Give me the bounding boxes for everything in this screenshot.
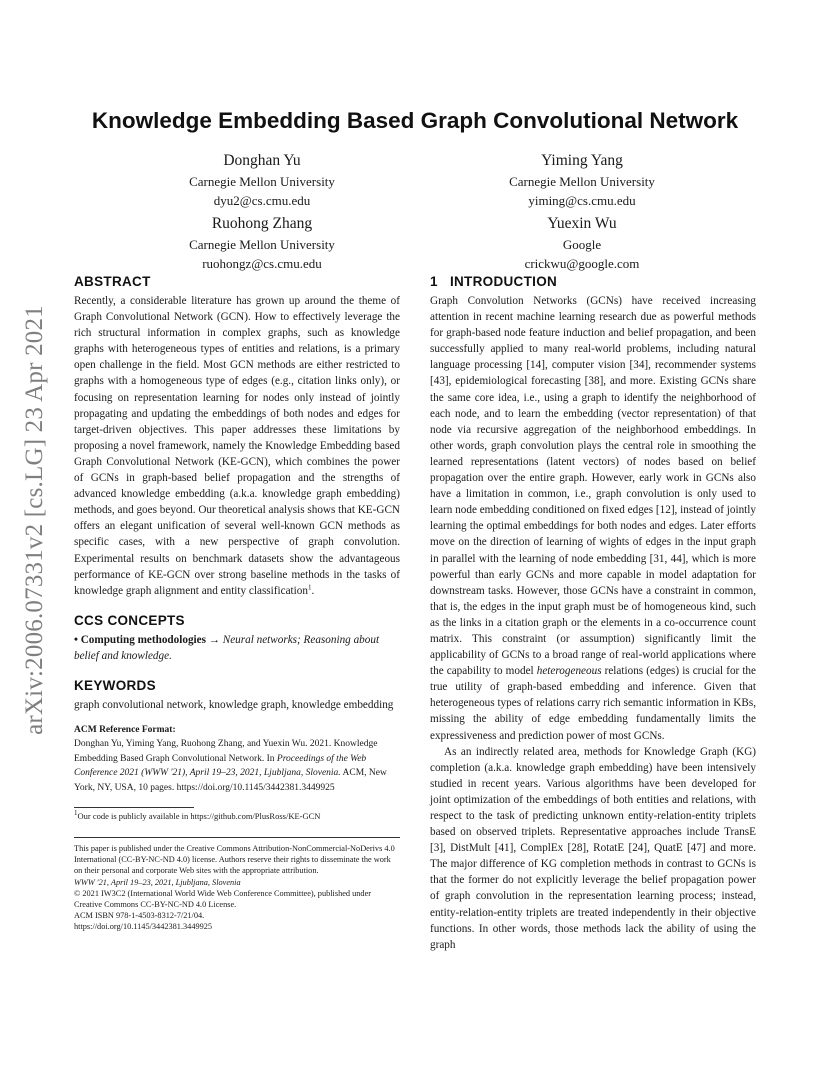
ccs-bullet: • bbox=[74, 633, 78, 646]
abstract-end: . bbox=[311, 584, 315, 597]
arxiv-id-text: arXiv:2006.07331v2 [cs.LG] 23 Apr 2021 bbox=[21, 305, 48, 735]
author-name: Ruohong Zhang bbox=[211, 215, 313, 232]
intro-p1-end: relations (edges) is crucial for the true utility of graph-based embedding and inference. Given that heterogeneous types of relations carry rich semantic information in KBs, missing the ability of edge embedding fundamentally limits the expressiveness and prediction power of most GCNs. bbox=[430, 665, 756, 742]
author-block bbox=[432, 213, 732, 273]
author-email: crickwu@google.com bbox=[524, 256, 640, 271]
ccs-items: Neural networks; Reasoning about belief and knowledge. bbox=[74, 633, 380, 662]
footnote-divider bbox=[74, 807, 194, 808]
ccs-arrow: → bbox=[208, 633, 220, 646]
author-name: Yuexin Wu bbox=[547, 215, 617, 232]
intro-p1-italic: heterogeneous bbox=[536, 665, 602, 678]
author-affiliation: Carnegie Mellon University bbox=[189, 237, 335, 252]
author-email: yiming@cs.cmu.edu bbox=[528, 193, 636, 208]
author-affiliation: Carnegie Mellon University bbox=[189, 174, 335, 189]
conference-info: WWW '21, April 19–23, 2021, Ljubljana, Slovenia bbox=[74, 877, 241, 887]
footnote bbox=[74, 810, 400, 823]
footnote-mark: 1 bbox=[307, 582, 312, 591]
license-text: This paper is published under the Creative Commons Attribution-NonCommercial-NoDerivs 4.0 International (CC-BY-NC-ND 4.0) license. Authors reserve their rights to disseminate the work on their personal and corporate Web sites with the appropriate attribution. bbox=[74, 844, 395, 876]
abstract-text bbox=[74, 293, 400, 599]
acm-reference-text bbox=[74, 737, 400, 795]
acm-reference-authors: Donghan Yu, Yiming Yang, Ruohong Zhang, and Yuexin Wu. 2021. Knowledge Embedding Based Graph Convolutional Network. In bbox=[74, 739, 378, 764]
paper-title: Knowledge Embedding Based Graph Convolutional Network bbox=[91, 108, 739, 133]
acm-reference-rest: ACM, New York, NY, USA, 10 pages. https://doi.org/10.1145/3442381.3449925 bbox=[74, 768, 387, 793]
left-column bbox=[74, 274, 400, 933]
introduction-paragraph-2: As an indirectly related area, methods for Knowledge Graph (KG) completion (a.k.a. knowledge graph embedding) have been intensively studied in recent years. Various algorithms have been developed for joint optimization of the embeddings of both entities and relations, with respect to the task of predicting unknown entity-relation-entity triplets based on observed triplets. Representative approaches include TransE [3], DistMult [41], ComplEx [28], RotatE [24], QuatE [47] and more. The major difference of KG completion methods in contrast to GCNs is that the former do not explicitly leverage the belief propagation power of graph convolution in the representation learning process; instead, entity-relation-entity triplets are treated independently in their objective functions. In other words, those methods lack the ability of using the graph bbox=[430, 745, 756, 951]
footnote-text: Our code is publicly available in https://github.com/PlusRoss/KE-GCN bbox=[77, 811, 321, 822]
introduction-heading: 1 INTRODUCTION bbox=[430, 274, 558, 289]
doi-text: https://doi.org/10.1145/3442381.3449925 bbox=[74, 922, 213, 932]
acm-reference-venue: Proceedings of the Web Conference 2021 (WWW '21), April 19–23, 2021, Ljubljana, Slovenia. bbox=[74, 753, 367, 779]
author-affiliation: Carnegie Mellon University bbox=[509, 174, 655, 189]
acm-reference-heading: ACM Reference Format: bbox=[74, 725, 176, 736]
author-block bbox=[112, 213, 412, 273]
abstract-body: Recently, a considerable literature has grown up around the theme of Graph Convolutional Network (GCN). How to effectively leverage the rich structural information in complex graphs, such as knowledge graphs with heterogeneous types of entities and relations, is a primary open challenge in the field. Most GCN methods are either restricted to graphs with a homogeneous type of edges (e.g., citation links only), or focusing on representation learning for nodes only instead of jointly propagating and updating the embeddings of both nodes and edges for target-driven objectives. This paper addresses these limitations by proposing a novel framework, namely the Knowledge Embedding based Graph Convolutional Network (KE-GCN), which combines the power of GCNs in graph-based belief propagation and the strengths of advanced knowledge embedding (a.k.a. knowledge graph embedding) methods, and goes beyond. Our theoretical analysis shows that KE-GCN offers an elegant unification of several well-known GCN methods as specific cases, with a new perspective of graph convolution. Experimental results on benchmark datasets show the advantageous performance of KE-GCN over strong baseline methods in the tasks of knowledge graph alignment and entity classification bbox=[74, 295, 400, 597]
isbn-text: ACM ISBN 978-1-4503-8312-7/21/04. bbox=[74, 911, 205, 921]
introduction-paragraph-1 bbox=[430, 293, 756, 744]
footnote-number: 1 bbox=[74, 809, 78, 818]
author-email: ruohongz@cs.cmu.edu bbox=[202, 256, 322, 271]
keywords-text: graph convolutional network, knowledge graph, knowledge embedding bbox=[74, 698, 394, 711]
copyright-text: © 2021 IW3C2 (International World Wide Web Conference Committee), published under Creative Commons CC-BY-NC-ND 4.0 License. bbox=[74, 888, 372, 910]
author-block bbox=[112, 150, 412, 210]
author-block bbox=[432, 150, 732, 210]
ccs-category: Computing methodologies bbox=[80, 633, 206, 646]
right-column bbox=[430, 274, 756, 953]
abstract-heading: ABSTRACT bbox=[74, 274, 151, 289]
intro-p1-text: Graph Convolution Networks (GCNs) have received increasing attention in recent machine learning research due as powerful methods for graph-based node feature induction and belief propagation, and been successfully applied to many real-world problems, including natural language processing [14], computer vision [34], recommender systems [43], epidemiological forecasting [38], and more. Existing GCNs share the same core idea, i.e., using a graph to identify the neighborhood of each node, and to learn the embedding (vector representation) of that node via recursive aggregation of the neighborhood embeddings. In other words, graph convolution plays the central role in smoothing the learned representations (latent vectors) of nodes based on belief propagation over the entire graph. However, early work in GCNs also have a limitation in common, i.e., graph convolution is only used to learn node embedding conditioned on fixed edges [12], instead of jointly learning the optimal embeddings for both nodes and edges. Later efforts move on the direction of learning of wights of edges in the input graph in parallel with the learning of node embedding [31, 44], which is more powerful than early GCNs and more capable in model adaptation for downstream tasks. However, those GCNs have a constraint in common, that is, the edges in the input graph must be of homogeneous kind, such as the links in a citation graph or the elements in a co-occurrence count matrix. This constraint (or assumption) significantly limit the applicability of GCNs to a broad range of real-world applications where the capability to model bbox=[430, 295, 756, 678]
keywords-heading: KEYWORDS bbox=[74, 677, 156, 693]
ccs-heading: CCS CONCEPTS bbox=[74, 612, 185, 628]
ccs-concepts bbox=[74, 632, 400, 664]
author-affiliation: Google bbox=[562, 237, 602, 252]
author-email: dyu2@cs.cmu.edu bbox=[213, 193, 311, 208]
author-name: Donghan Yu bbox=[223, 152, 301, 169]
arxiv-identifier bbox=[21, 285, 48, 755]
author-name: Yiming Yang bbox=[541, 152, 623, 169]
